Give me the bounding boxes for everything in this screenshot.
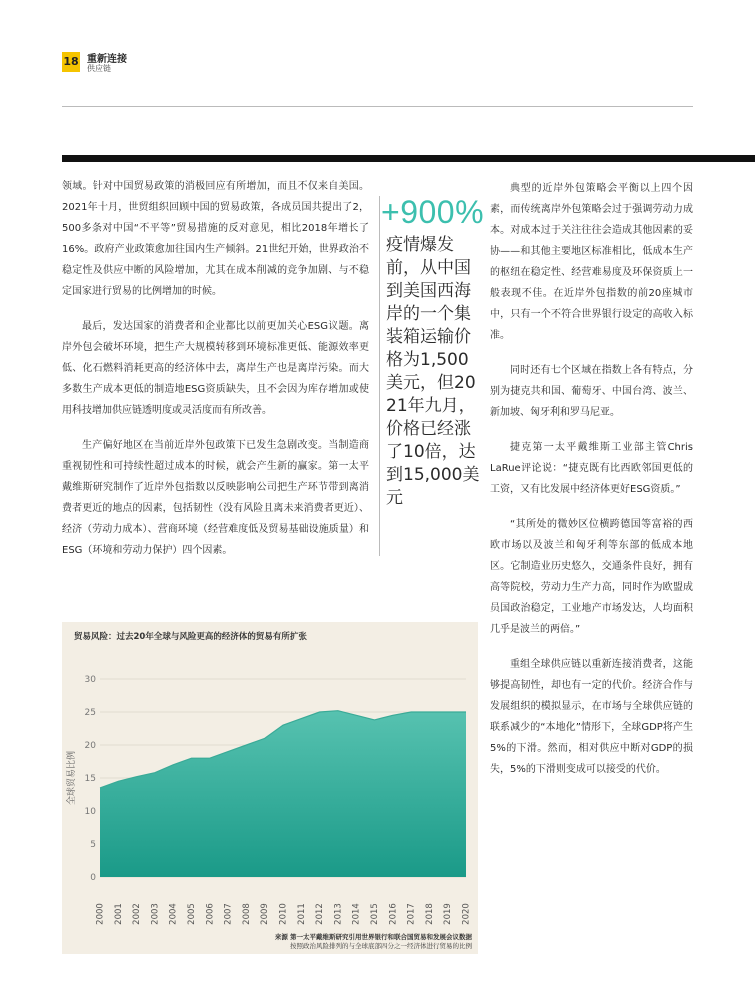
- paragraph: 典型的近岸外包策略会平衡以上四个因素，而传统离岸外包策略会过于强调劳动力成本。对成本过于关注往往会造成其他因素的妥协——和其他主要地区标准相比，低成本生产的枢纽在稳定性、经营难易度及环保资质上一般表现不佳。在近岸外包指数的前20座城市中，只有一个不符合世界银行设定的高收入标准。: [490, 183, 693, 341]
- chart-title: 贸易风险：过去20年全球与风险更高的经济体的贸易有所扩张: [74, 632, 307, 642]
- x-tick-label: 2011: [296, 903, 307, 925]
- x-tick-label: 2000: [95, 903, 106, 925]
- y-tick-label: 10: [84, 807, 96, 817]
- x-tick-label: 2005: [187, 903, 197, 925]
- y-tick-label: 15: [84, 774, 96, 784]
- trade-risk-chart: [62, 622, 478, 954]
- chart-panel: [62, 622, 478, 954]
- paragraph: 捷克第一太平戴维斯工业部主管Chris LaRue评论说：“捷克既有比西欧邻国更低的工资，又有比发展中经济体更好ESG资质。”: [490, 442, 693, 495]
- paragraph: 生产偏好地区在当前近岸外包政策下已发生急剧改变。当制造商重视韧性和可持续性超过成本的时候，就会产生新的赢家。第一太平戴维斯研究制作了近岸外包指数以反映影响公司把生产环节带到离消费者更近的地点的因素，包括韧性（没有风险且离未来消费者更近）、经济（劳动力成本）、营商环境（经营难度低及贸易基础设施质量）和ESG（环境和劳动力保护）四个因素。: [62, 440, 369, 556]
- x-tick-label: 2010: [278, 903, 289, 925]
- x-tick-label: 2016: [388, 903, 399, 925]
- paragraph: 最后，发达国家的消费者和企业都比以前更加关心ESG议题。离岸外包会破坏环境，把生产大规模转移到环境标准更低、能源效率更低、化石燃料消耗更高的经济体中去，离岸生产也是离岸污染。而大多数生产成本更低的制造地ESG资质缺失，且不会因为库存增加或使用科技增加供应链透明度或灵活度而有所改善。: [62, 321, 369, 416]
- chart-source: [275, 933, 472, 951]
- source-line-2: 按照政治风险排列的与全球底部四分之一经济体进行贸易的比例: [290, 942, 472, 950]
- source-label: 来源: [274, 933, 288, 941]
- page-number: 18: [62, 52, 80, 72]
- y-tick-label: 25: [84, 708, 96, 718]
- pull-quote-figure: +900%: [381, 194, 485, 230]
- section-subtitle: 供应链: [87, 64, 111, 73]
- area-series: [100, 711, 466, 877]
- y-axis-label: 全球贸易比例: [67, 750, 77, 806]
- left-column: [62, 176, 369, 575]
- x-tick-label: 2006: [205, 903, 216, 925]
- x-tick-label: 2019: [443, 903, 454, 925]
- right-column: [490, 178, 693, 794]
- y-tick-label: 5: [90, 840, 96, 850]
- x-tick-label: 2003: [150, 903, 161, 925]
- pull-quote-text: 疫情爆发前，从中国到美国西海岸的一个集装箱运输价格为1,500美元，但2021年九月，价格已经涨了10倍，达到15,000美元: [386, 235, 480, 508]
- x-tick-label: 2007: [223, 903, 234, 925]
- y-tick-label: 0: [90, 873, 96, 883]
- pull-quote-divider: [379, 196, 380, 556]
- x-tick-label: 2020: [461, 903, 472, 925]
- x-tick-label: 2002: [132, 903, 143, 925]
- y-tick-label: 30: [84, 675, 96, 685]
- article-top-bar: [62, 155, 755, 162]
- x-tick-label: 2018: [424, 903, 435, 925]
- x-tick-label: 2008: [241, 903, 252, 925]
- x-tick-label: 2013: [333, 903, 344, 925]
- paragraph: 重组全球供应链以重新连接消费者，这能够提高韧性，却也有一定的代价。经济合作与发展组织的模拟显示，在市场与全球供应链的联系减少的“本地化”情形下，全球GDP将产生5%的下滑。然而，相对供应中断对GDP的损失，5%的下滑则变成可以接受的代价。: [490, 659, 693, 775]
- paragraph: 同时还有七个区域在指数上各有特点，分别为捷克共和国、葡萄牙、中国台湾、波兰、新加坡、匈牙利和罗马尼亚。: [490, 365, 693, 418]
- paragraph: 领域。针对中国贸易政策的消极回应有所增加，而且不仅来自美国。2021年十月，世贸组织回顾中国的贸易政策，各成员国共提出了2，500多条对中国“不平等”贸易措施的反对意见，相比2018年增长了16%。政府产业政策愈加往国内生产倾斜。21世纪开始，世界政治不稳定性及供应中断的风险增加，尤其在成本削减的竞争加剧、与不稳定国家进行贸易的比例增加的时候。: [62, 181, 369, 297]
- x-tick-label: 2015: [370, 903, 380, 925]
- y-tick-label: 20: [84, 741, 96, 751]
- section-title: 重新连接: [87, 54, 127, 65]
- x-tick-label: 2001: [113, 903, 124, 925]
- x-tick-label: 2014: [351, 903, 362, 925]
- x-tick-label: 2004: [168, 903, 179, 925]
- x-tick-label: 2009: [260, 903, 271, 925]
- x-tick-label: 2012: [315, 903, 326, 925]
- header-divider: [62, 106, 693, 107]
- paragraph: “其所处的微妙区位横跨德国等富裕的西欧市场以及波兰和匈牙利等东部的低成本地区。它制造业历史悠久，交通条件良好，拥有高等院校，劳动力生产力高，同时作为欧盟成员国政治稳定，工业地产市场发达，人均面积几乎是波兰的两倍。”: [490, 519, 693, 635]
- source-line-1: 第一太平戴维斯研究引用世界银行和联合国贸易和发展会议数据: [290, 933, 472, 941]
- x-tick-label: 2017: [406, 903, 417, 925]
